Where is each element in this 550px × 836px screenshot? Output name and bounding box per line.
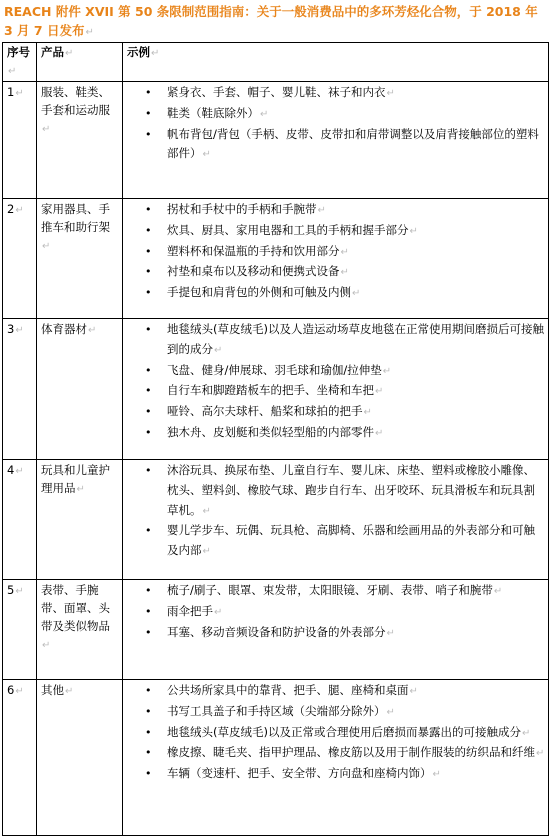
example-item bbox=[127, 423, 545, 444]
example-item bbox=[127, 402, 545, 423]
paragraph-mark-icon: ↵ bbox=[15, 88, 24, 99]
example-item bbox=[127, 623, 545, 644]
row-number-cell bbox=[3, 460, 37, 580]
product-name: 家用器具、手推车和助行架 bbox=[41, 202, 110, 234]
bullet-icon: • bbox=[145, 464, 152, 477]
examples-cell bbox=[123, 580, 549, 680]
table-row bbox=[3, 82, 549, 199]
product-name: 玩具和儿童护理用品 bbox=[41, 463, 110, 495]
paragraph-mark-icon: ↵ bbox=[340, 246, 349, 258]
bullet-icon: • bbox=[145, 425, 152, 439]
paragraph-mark-icon: ↵ bbox=[42, 124, 51, 135]
example-item bbox=[127, 200, 545, 221]
example-text: 鞋类（鞋底除外） bbox=[167, 105, 259, 120]
bullet-icon: • bbox=[145, 584, 152, 597]
bullet-icon: • bbox=[145, 725, 152, 739]
example-item bbox=[127, 262, 545, 283]
paragraph-mark-icon: ↵ bbox=[432, 769, 441, 781]
examples-cell bbox=[123, 82, 549, 199]
bullet-icon: • bbox=[145, 86, 152, 99]
paragraph-mark-icon: ↵ bbox=[363, 407, 372, 419]
paragraph-mark-icon: ↵ bbox=[386, 88, 395, 99]
paragraph-mark-icon: ↵ bbox=[375, 427, 384, 439]
example-text: 塑料杯和保温瓶的手持和饮用部分 bbox=[167, 243, 340, 258]
paragraph-mark-icon: ↵ bbox=[15, 686, 24, 697]
examples-list bbox=[127, 681, 545, 785]
example-item bbox=[127, 361, 545, 382]
product-name: 服装、鞋类、手套和运动服 bbox=[41, 85, 110, 117]
example-text: 飞盘、健身/伸展球、羽毛球和瑜伽/拉伸垫 bbox=[167, 362, 382, 377]
example-text: 耳塞、移动音频设备和防护设备的外表部分 bbox=[167, 624, 386, 639]
row-number-cell bbox=[3, 82, 37, 199]
examples-list bbox=[127, 581, 545, 643]
examples-cell bbox=[123, 319, 549, 460]
paragraph-mark-icon: ↵ bbox=[214, 606, 223, 618]
example-item bbox=[127, 320, 545, 361]
paragraph-mark-icon: ↵ bbox=[375, 386, 384, 398]
product-cell bbox=[37, 580, 123, 680]
row-number: 1 bbox=[7, 85, 15, 99]
row-number-cell bbox=[3, 580, 37, 680]
example-item bbox=[127, 283, 545, 304]
example-item bbox=[127, 743, 545, 764]
bullet-icon: • bbox=[145, 684, 152, 697]
paragraph-mark-icon: ↵ bbox=[386, 627, 395, 639]
example-text: 书写工具盖子和手持区域（尖端部分除外） bbox=[167, 703, 386, 718]
row-number: 5 bbox=[7, 583, 15, 597]
paragraph-mark-icon: ↵ bbox=[409, 225, 418, 237]
paragraph-mark-icon: ↵ bbox=[88, 325, 97, 336]
header-product: 产品↵ bbox=[37, 43, 123, 82]
row-number: 3 bbox=[7, 322, 15, 336]
example-text: 公共场所家具中的靠背、把手、腿、座椅和桌面 bbox=[167, 683, 409, 697]
document-title bbox=[4, 2, 546, 42]
paragraph-mark-icon: ↵ bbox=[15, 205, 24, 216]
example-item bbox=[127, 702, 545, 723]
paragraph-mark-icon: ↵ bbox=[42, 640, 51, 651]
table-row bbox=[3, 680, 549, 836]
bullet-icon: • bbox=[145, 704, 152, 718]
paragraph-mark-icon: ↵ bbox=[202, 149, 211, 161]
bullet-icon: • bbox=[145, 106, 152, 120]
example-item bbox=[127, 125, 545, 166]
bullet-icon: • bbox=[145, 405, 152, 419]
bullet-icon: • bbox=[145, 524, 152, 538]
product-cell bbox=[37, 82, 123, 199]
example-item bbox=[127, 104, 545, 125]
paragraph-mark-icon: ↵ bbox=[317, 205, 326, 216]
product-name: 其他 bbox=[41, 683, 64, 697]
paragraph-mark-icon: ↵ bbox=[214, 344, 223, 356]
example-item bbox=[127, 681, 545, 702]
bullet-icon: • bbox=[145, 244, 152, 258]
example-text: 炊具、厨具、家用电器和工具的手柄和握手部分 bbox=[167, 222, 409, 237]
paragraph-mark-icon: ↵ bbox=[340, 267, 349, 279]
product-name: 表带、手腕带、面罩、头带及类似物品 bbox=[41, 583, 110, 633]
row-number: 6 bbox=[7, 683, 15, 697]
examples-cell bbox=[123, 199, 549, 319]
example-item bbox=[127, 521, 545, 562]
bullet-icon: • bbox=[145, 223, 152, 237]
table-header-row bbox=[3, 43, 549, 82]
bullet-icon: • bbox=[145, 625, 152, 639]
example-text: 衬垫和桌布以及移动和便携式设备 bbox=[167, 264, 340, 279]
bullet-icon: • bbox=[145, 323, 152, 336]
example-text: 拐杖和手杖中的手柄和手腕带 bbox=[167, 202, 317, 216]
example-text: 雨伞把手 bbox=[167, 603, 213, 618]
examples-cell bbox=[123, 680, 549, 836]
example-text: 哑铃、高尔夫球杆、船桨和球拍的把手 bbox=[167, 404, 363, 419]
example-item bbox=[127, 221, 545, 242]
example-item bbox=[127, 461, 545, 521]
paragraph-mark-icon: ↵ bbox=[409, 686, 418, 697]
paragraph-mark-icon: ↵ bbox=[386, 706, 395, 718]
paragraph-mark-icon: ↵ bbox=[202, 505, 211, 517]
examples-list bbox=[127, 461, 545, 562]
example-text: 地毯绒头(草皮绒毛)以及正常或合理使用后磨损而暴露出的可接触成分 bbox=[167, 724, 521, 739]
bullet-icon: • bbox=[145, 127, 152, 141]
example-text: 橡皮擦、睫毛夹、指甲护理品、橡皮筋以及用于制作服装的纺织品和纤维 bbox=[167, 745, 535, 760]
bullet-icon: • bbox=[145, 265, 152, 279]
bullet-icon: • bbox=[145, 286, 152, 300]
bullet-icon: • bbox=[145, 604, 152, 618]
paragraph-mark-icon: ↵ bbox=[15, 325, 24, 336]
example-item bbox=[127, 764, 545, 785]
table-row bbox=[3, 580, 549, 680]
paragraph-mark-icon: ↵ bbox=[8, 66, 17, 77]
paragraph-mark-icon: ↵ bbox=[85, 27, 94, 38]
paragraph-mark-icon: ↵ bbox=[76, 484, 85, 495]
product-cell bbox=[37, 460, 123, 580]
row-number: 4 bbox=[7, 463, 15, 477]
example-item bbox=[127, 83, 545, 104]
paragraph-mark-icon: ↵ bbox=[42, 241, 51, 252]
product-cell bbox=[37, 319, 123, 460]
example-text: 梳子/刷子、眼罩、束发带，太阳眼镜、牙刷、表带、哨子和腕带 bbox=[167, 583, 493, 597]
example-text: 地毯绒头(草皮绒毛)以及人造运动场草皮地毯在正常使用期间磨损后可接触到的成分 bbox=[167, 322, 544, 356]
example-text: 独木舟、皮划艇和类似轻型船的内部零件 bbox=[167, 424, 374, 439]
product-cell bbox=[37, 199, 123, 319]
restriction-table bbox=[2, 42, 549, 836]
header-no: 序号↵ bbox=[3, 43, 37, 82]
paragraph-mark-icon: ↵ bbox=[521, 727, 531, 739]
example-text: 帆布背包/背包（手柄、皮带、皮带扣和肩带调整以及肩背接触部位的塑料部件） bbox=[167, 126, 539, 161]
row-number-cell bbox=[3, 199, 37, 319]
examples-list bbox=[127, 200, 545, 304]
example-text: 紧身衣、手套、帽子、婴儿鞋、袜子和内衣 bbox=[167, 85, 386, 99]
example-text: 沐浴玩具、换尿布垫、儿童自行车、婴儿床、床垫、塑料或橡胶小雕像、枕头、塑料剑、橡胶气球、跑步自行车、出牙咬环、玩具滑板车和玩具割草机。 bbox=[167, 463, 535, 517]
row-number-cell bbox=[3, 319, 37, 460]
example-item bbox=[127, 242, 545, 263]
table-row bbox=[3, 460, 549, 580]
example-text: 车辆（变速杆、把手、安全带、方向盘和座椅内饰） bbox=[167, 766, 432, 781]
examples-list bbox=[127, 83, 545, 165]
bullet-icon: • bbox=[145, 203, 152, 216]
example-text: 手提包和肩背包的外侧和可触及内侧 bbox=[167, 285, 351, 300]
examples-list bbox=[127, 320, 545, 444]
paragraph-mark-icon: ↵ bbox=[382, 365, 392, 377]
paragraph-mark-icon: ↵ bbox=[65, 686, 74, 697]
product-name: 体育器材 bbox=[41, 322, 87, 336]
table-row bbox=[3, 199, 549, 319]
example-text: 婴儿学步车、玩偶、玩具枪、高脚椅、乐器和绘画用品的外表部分和可触及内部 bbox=[167, 523, 535, 558]
paragraph-mark-icon: ↵ bbox=[65, 48, 74, 59]
title-text: REACH 附件 XVII 第 50 条限制范围指南：关于一般消费品中的多环芳烃化合物，于 2018 年 3 月 7 日发布 bbox=[4, 4, 538, 38]
row-number: 2 bbox=[7, 202, 15, 216]
paragraph-mark-icon: ↵ bbox=[260, 108, 269, 120]
header-example: 示例↵ bbox=[123, 43, 549, 82]
paragraph-mark-icon: ↵ bbox=[151, 48, 160, 59]
paragraph-mark-icon: ↵ bbox=[15, 466, 24, 477]
paragraph-mark-icon: ↵ bbox=[493, 586, 503, 597]
paragraph-mark-icon: ↵ bbox=[352, 288, 361, 300]
row-number-cell bbox=[3, 680, 37, 836]
example-item bbox=[127, 381, 545, 402]
bullet-icon: • bbox=[145, 363, 152, 377]
bullet-icon: • bbox=[145, 746, 152, 760]
examples-cell bbox=[123, 460, 549, 580]
bullet-icon: • bbox=[145, 767, 152, 781]
paragraph-mark-icon: ↵ bbox=[536, 748, 545, 760]
product-cell bbox=[37, 680, 123, 836]
paragraph-mark-icon: ↵ bbox=[15, 586, 24, 597]
example-item bbox=[127, 581, 545, 602]
table-row bbox=[3, 319, 549, 460]
example-text: 自行车和脚蹬踏板车的把手、坐椅和车把 bbox=[167, 383, 374, 398]
bullet-icon: • bbox=[145, 384, 152, 398]
paragraph-mark-icon: ↵ bbox=[202, 546, 211, 558]
example-item bbox=[127, 602, 545, 623]
example-item bbox=[127, 723, 545, 744]
